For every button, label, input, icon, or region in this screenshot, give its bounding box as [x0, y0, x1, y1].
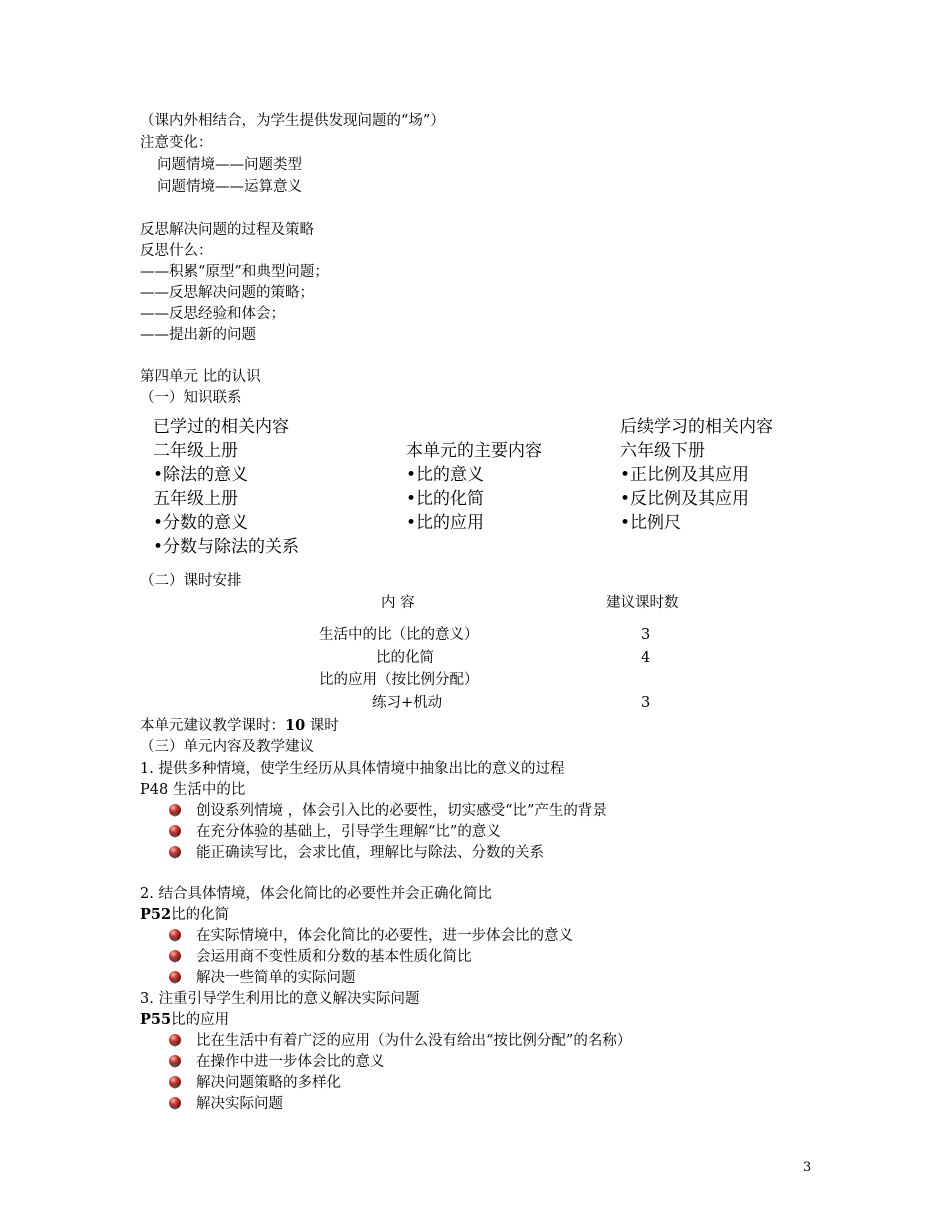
red-ball-bullet-icon	[169, 971, 181, 983]
knowledge-col3-item: 后续学习的相关内容	[620, 417, 773, 437]
schedule-header-content: 内 容	[381, 595, 415, 611]
reflect-item: ——提出新的问题	[140, 327, 256, 343]
knowledge-col1-item: •除法的意义	[153, 465, 249, 485]
schedule-row-hours: 4	[641, 650, 651, 666]
red-ball-bullet-icon	[169, 825, 181, 837]
suggestion-bullet: 解决问题策略的多样化	[196, 1075, 341, 1091]
knowledge-col2-item: •比的意义	[406, 465, 485, 485]
page-ref: P52	[140, 906, 172, 923]
suggestion-page	[140, 905, 229, 925]
unit-title: 第四单元 比的认识	[140, 369, 261, 385]
intro-line: 问题情境——运算意义	[157, 179, 302, 195]
schedule-total-suffix: 课时	[305, 718, 339, 734]
schedule-row-content: 练习+机动	[372, 695, 443, 711]
reflect-item: ——积累“原型”和典型问题；	[140, 264, 329, 280]
schedule-total-value: 10	[285, 717, 306, 734]
knowledge-col3-item: 六年级下册	[620, 441, 705, 461]
page-label: 比的应用	[171, 1012, 230, 1028]
red-ball-bullet-icon	[169, 950, 181, 962]
section-heading: （一）知识联系	[140, 390, 242, 406]
suggestion-bullet: 解决一些简单的实际问题	[196, 970, 356, 986]
suggestion-bullet: 解决实际问题	[196, 1096, 283, 1112]
suggestion-title: 2. 结合具体情境，体会化简比的必要性并会正确化简比	[140, 886, 492, 902]
red-ball-bullet-icon	[169, 929, 181, 941]
knowledge-col1-item: •分数的意义	[153, 513, 249, 533]
schedule-row-hours: 3	[641, 627, 651, 643]
page-label: 比的化简	[171, 907, 230, 923]
knowledge-col2-item: 本单元的主要内容	[406, 441, 542, 461]
intro-line: 问题情境——问题类型	[157, 157, 302, 173]
page-ref: P48	[140, 782, 169, 798]
red-ball-bullet-icon	[169, 1055, 181, 1067]
schedule-row-content: 生活中的比（比的意义）	[319, 627, 479, 643]
red-ball-bullet-icon	[169, 1097, 181, 1109]
reflect-item: ——反思经验和体会；	[140, 306, 285, 322]
suggestion-title: 1. 提供多种情境，使学生经历从具体情境中抽象出比的意义的过程	[140, 761, 565, 777]
suggestion-bullet: 能正确读写比，会求比值，理解比与除法、分数的关系	[196, 845, 544, 861]
red-ball-bullet-icon	[169, 1076, 181, 1088]
suggestion-bullet: 会运用商不变性质和分数的基本性质化简比	[196, 949, 472, 965]
page-number: 3	[803, 1160, 812, 1175]
intro-line: 注意变化：	[140, 135, 213, 151]
knowledge-col3-item: •比例尺	[620, 513, 682, 533]
page-label: 生活中的比	[168, 782, 246, 798]
knowledge-col1-item: 五年级上册	[153, 489, 238, 509]
intro-line: （课内外相结合，为学生提供发现问题的“场”）	[140, 113, 445, 129]
red-ball-bullet-icon	[169, 846, 181, 858]
knowledge-col2-item: •比的应用	[406, 513, 485, 533]
knowledge-col1-item: 已学过的相关内容	[153, 417, 289, 437]
suggestion-bullet: 在实际情境中，体会化简比的必要性，进一步体会比的意义	[196, 928, 573, 944]
knowledge-col2-item: •比的化简	[406, 489, 485, 509]
suggestion-title: 3. 注重引导学生利用比的意义解决实际问题	[140, 991, 420, 1007]
schedule-header-hours: 建议课时数	[606, 595, 679, 611]
section-heading: （三）单元内容及教学建议	[140, 739, 314, 755]
schedule-row-hours: 3	[641, 695, 651, 711]
suggestion-bullet: 比在生活中有着广泛的应用（为什么没有给出“按比例分配”的名称）	[196, 1033, 632, 1049]
suggestion-bullet: 创设系列情境 ，体会引入比的必要性，切实感受“比”产生的背景	[196, 803, 607, 819]
red-ball-bullet-icon	[169, 1034, 181, 1046]
knowledge-col1-item: •分数与除法的关系	[153, 537, 300, 557]
section-heading: （二）课时安排	[140, 573, 242, 589]
schedule-row-content: 比的化简	[376, 650, 434, 666]
suggestion-page	[140, 1010, 229, 1030]
schedule-total	[140, 716, 339, 736]
reflect-question: 反思什么：	[140, 243, 213, 259]
knowledge-col3-item: •正比例及其应用	[620, 465, 750, 485]
suggestion-page	[140, 780, 245, 800]
suggestion-bullet: 在充分体验的基础上，引导学生理解“比”的意义	[196, 824, 501, 840]
schedule-row-content: 比的应用（按比例分配）	[319, 672, 479, 688]
page-ref: P55	[140, 1011, 172, 1028]
knowledge-col3-item: •反比例及其应用	[620, 489, 750, 509]
reflect-title: 反思解决问题的过程及策略	[140, 222, 314, 238]
schedule-total-prefix: 本单元建议教学课时：	[140, 718, 285, 734]
knowledge-col1-item: 二年级上册	[153, 441, 238, 461]
reflect-item: ——反思解决问题的策略；	[140, 285, 314, 301]
suggestion-bullet: 在操作中进一步体会比的意义	[196, 1054, 385, 1070]
red-ball-bullet-icon	[169, 804, 181, 816]
